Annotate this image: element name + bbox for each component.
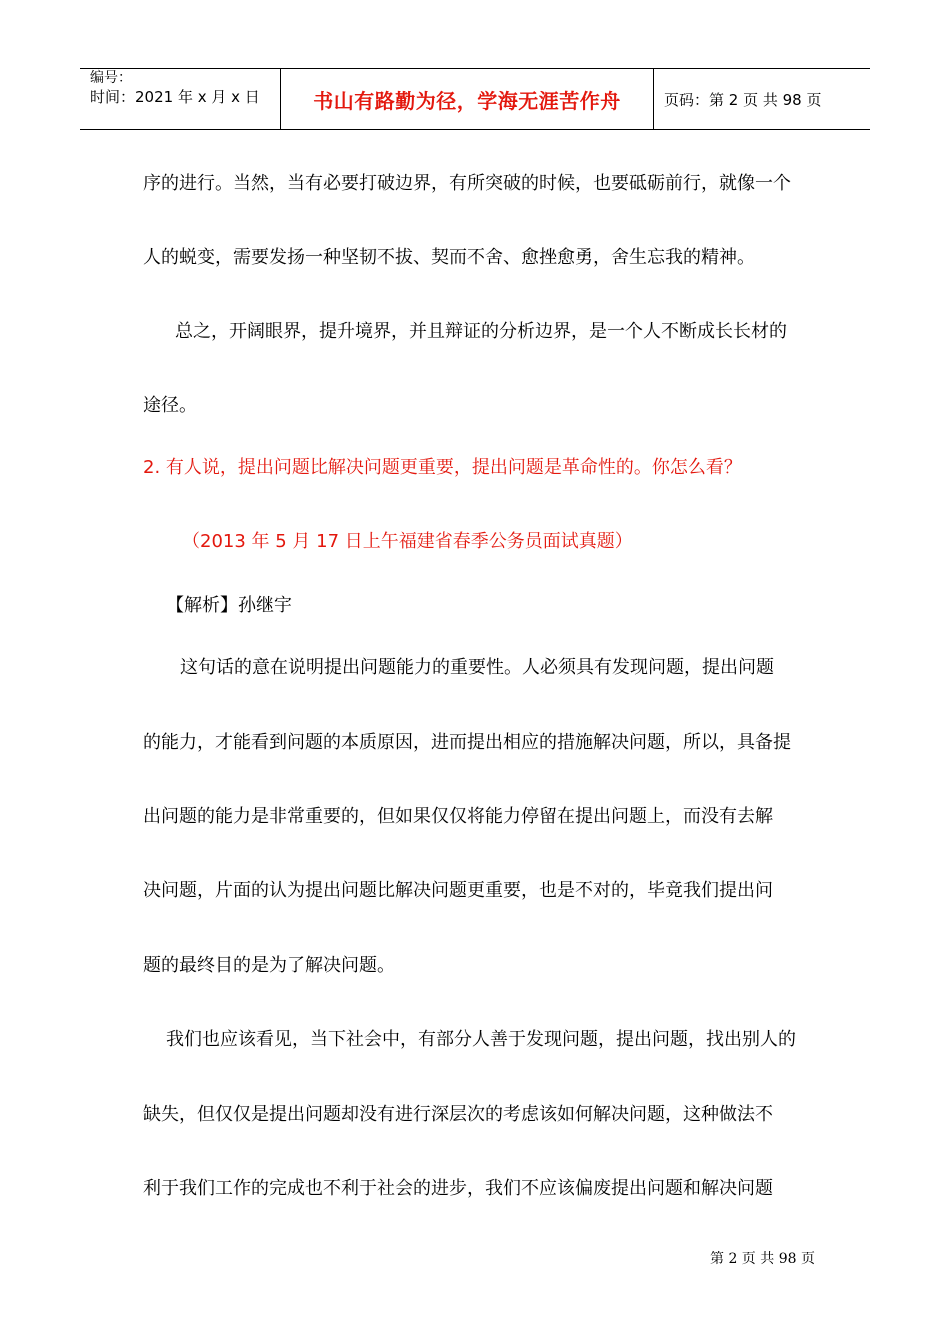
header-page-cell [654,69,870,129]
analysis-label: 【解析】孙继宇 [166,595,292,616]
page-header [80,68,870,130]
paragraph-line: 决问题，片面的认为提出问题比解决问题更重要，也是不对的，毕竟我们提出问 [143,880,773,901]
paragraph-line: 途径。 [143,395,197,416]
paragraph-line: 利于我们工作的完成也不利于社会的进步，我们不应该偏废提出问题和解决问题 [143,1178,773,1199]
motto-text: 书山有路勤为径，学海无涯苦作舟 [313,89,621,113]
header-page-number: 页码：第 2 页 共 98 页 [664,91,822,109]
paragraph-line: 我们也应该看见，当下社会中，有部分人善于发现问题，提出问题，找出别人的 [166,1029,796,1050]
paragraph-line: 的能力，才能看到问题的本质原因，进而提出相应的措施解决问题，所以，具备提 [143,732,791,753]
question-source: （2013 年 5 月 17 日上午福建省春季公务员面试真题） [182,531,633,552]
header-info-cell [80,69,281,129]
footer-page-number: 第 2 页 共 98 页 [710,1251,815,1267]
header-motto-cell [281,69,654,129]
question-heading: 2. 有人说，提出问题比解决问题更重要，提出问题是革命性的。你怎么看？ [143,457,742,478]
paragraph-line: 题的最终目的是为了解决问题。 [143,955,395,976]
date-label: 时间：2021 年 x 月 x 日 [90,88,260,106]
paragraph-line: 缺失，但仅仅是提出问题却没有进行深层次的考虑该如何解决问题，这种做法不 [143,1104,773,1125]
serial-number-label: 编号： [90,70,132,86]
paragraph-line: 出问题的能力是非常重要的，但如果仅仅将能力停留在提出问题上，而没有去解 [143,806,773,827]
paragraph-line: 总之，开阔眼界，提升境界，并且辩证的分析边界，是一个人不断成长长材的 [175,321,787,342]
paragraph-line: 人的蜕变，需要发扬一种坚韧不拔、契而不舍、愈挫愈勇，舍生忘我的精神。 [143,247,755,268]
paragraph-line: 这句话的意在说明提出问题能力的重要性。人必须具有发现问题，提出问题 [180,657,774,678]
paragraph-line: 序的进行。当然，当有必要打破边界，有所突破的时候，也要砥砺前行，就像一个 [143,173,791,194]
